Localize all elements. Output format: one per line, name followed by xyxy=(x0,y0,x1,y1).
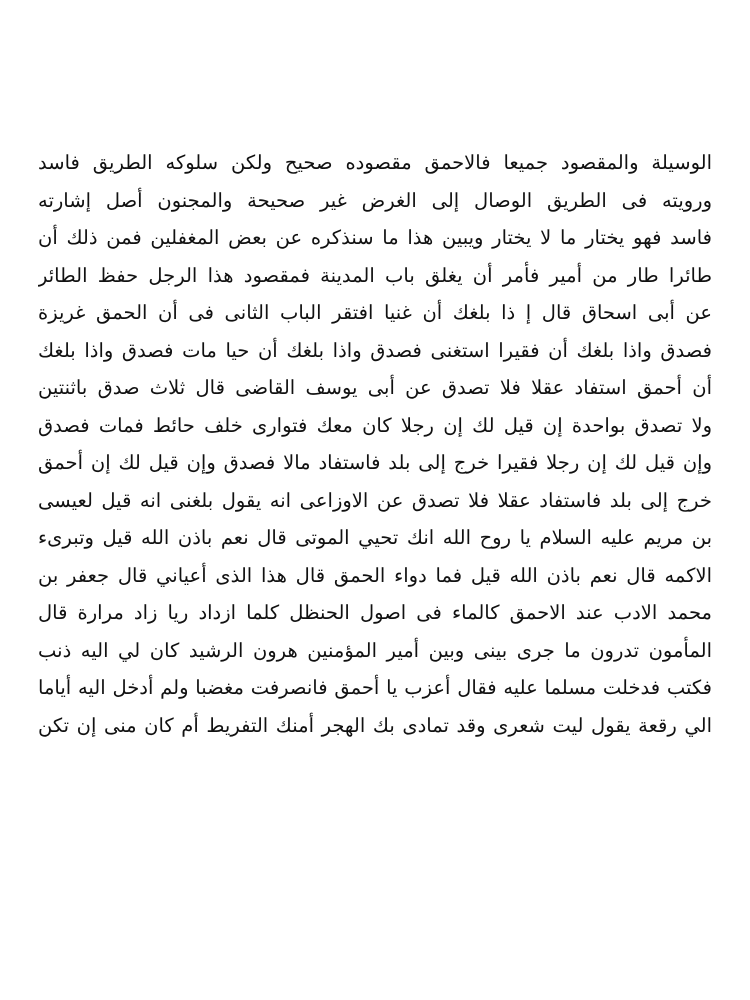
text-line: فكتب فدخلت مسلما عليه فقال أعزب يا أحمق فانصرفت مغضبا ولم أدخل اليه أياما xyxy=(38,676,712,699)
text-line: عن أبى اسحاق قال إ ذا بلغك أن غنيا افتقر الباب الثانى فى أن الحمق غريزة xyxy=(38,301,712,324)
text-line: المأمون تدرون ما جرى بينى وبين أمير المؤمنين هرون الرشيد كان لي اليه ذنب xyxy=(38,638,712,662)
text-line: أن أحمق استفاد عقلا فلا تصدق عن أبى يوسف القاضى قال ثلاث صدق باثنتين xyxy=(38,376,712,399)
body-text xyxy=(38,144,712,744)
text-line: وإن قيل لك إن رجلا فقيرا خرج إلى بلد فاستفاد مالا فصدق وإن قيل لك إن أحمق xyxy=(38,451,712,474)
text-line: فاسد فهو يختار ما لا يختار ويبين هذا ما سنذكره عن بعض المغفلين فمن ذلك أن xyxy=(38,226,712,249)
text-line: الي رقعة يقول ليت شعرى وقد تمادى بك الهجر أمنك التفريط أم كان منى إن تكن xyxy=(38,713,712,737)
text-line: طائرا طار من أمير فأمر أن يغلق باب المدينة فمقصود هذا الرجل حفظ الطائر xyxy=(38,263,712,287)
text-line: ورويته فى الطريق الوصال إلى الغرض غير صحيحة والمجنون أصل إشارته xyxy=(38,188,712,212)
text-line: الاكمه قال نعم باذن الله قيل فما دواء الحمق قال هذا الذى أعياني قال جعفر بن xyxy=(38,563,712,587)
text-line: خرج إلى بلد فاستفاد عقلا فلا تصدق عن الاوزاعى انه يقول بلغنى انه قيل لعيسى xyxy=(38,488,712,512)
text-line: محمد الادب عند الاحمق كالماء فى اصول الحنظل كلما ازداد ريا زاد مرارة قال xyxy=(38,601,712,624)
text-line: ولا تصدق بواحدة إن قيل لك إن رجلا كان معك فتوارى خلف حائط فمات فصدق xyxy=(38,413,712,437)
text-line: الوسيلة والمقصود جميعا فالاحمق مقصوده صحيح ولكن سلوكه الطريق فاسد xyxy=(38,151,712,174)
text-line: فصدق واذا بلغك أن فقيرا استغنى فصدق واذا بلغك أن حيا مات فصدق واذا بلغك xyxy=(38,338,712,362)
text-line: بن مريم عليه السلام يا روح الله انك تحيي الموتى قال نعم باذن الله قيل وتبرىء xyxy=(38,526,712,549)
